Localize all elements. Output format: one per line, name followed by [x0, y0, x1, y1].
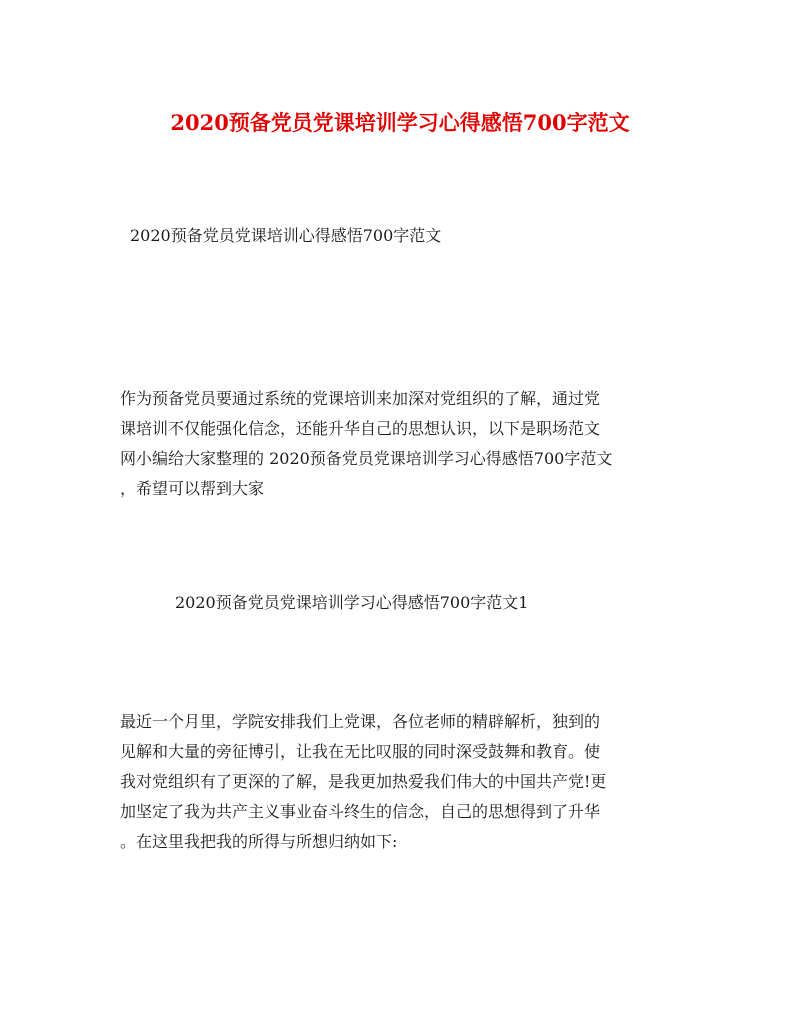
intro-paragraph	[120, 384, 685, 504]
document-title: 2020预备党员党课培训学习心得感悟700字范文	[170, 110, 630, 135]
body-paragraph	[120, 707, 685, 857]
body-line: 。在这里我把我的所得与所想归纳如下:	[120, 832, 398, 851]
document-subtitle: 2020预备党员党课培训心得感悟700字范文	[130, 226, 442, 245]
intro-line: 作为预备党员要通过系统的党课培训来加深对党组织的了解，通过党	[120, 389, 601, 408]
body-line: 最近一个月里，学院安排我们上党课，各位老师的精辟解析，独到的	[120, 712, 601, 731]
section-heading: 2020预备党员党课培训学习心得感悟700字范文1	[175, 593, 529, 612]
body-line: 我对党组织有了更深的了解，是我更加热爱我们伟大的中国共产党!更	[120, 772, 607, 791]
intro-line: 课培训不仅能强化信念，还能升华自己的思想认识，以下是职场范文	[120, 419, 601, 438]
intro-line: ，希望可以帮到大家	[120, 479, 265, 498]
body-line: 加坚定了我为共产主义事业奋斗终生的信念，自己的思想得到了升华	[120, 802, 601, 821]
intro-line: 网小编给大家整理的 2020预备党员党课培训学习心得感悟700字范文	[120, 449, 613, 468]
body-line: 见解和大量的旁征博引，让我在无比叹服的同时深受鼓舞和教育。使	[120, 742, 601, 761]
